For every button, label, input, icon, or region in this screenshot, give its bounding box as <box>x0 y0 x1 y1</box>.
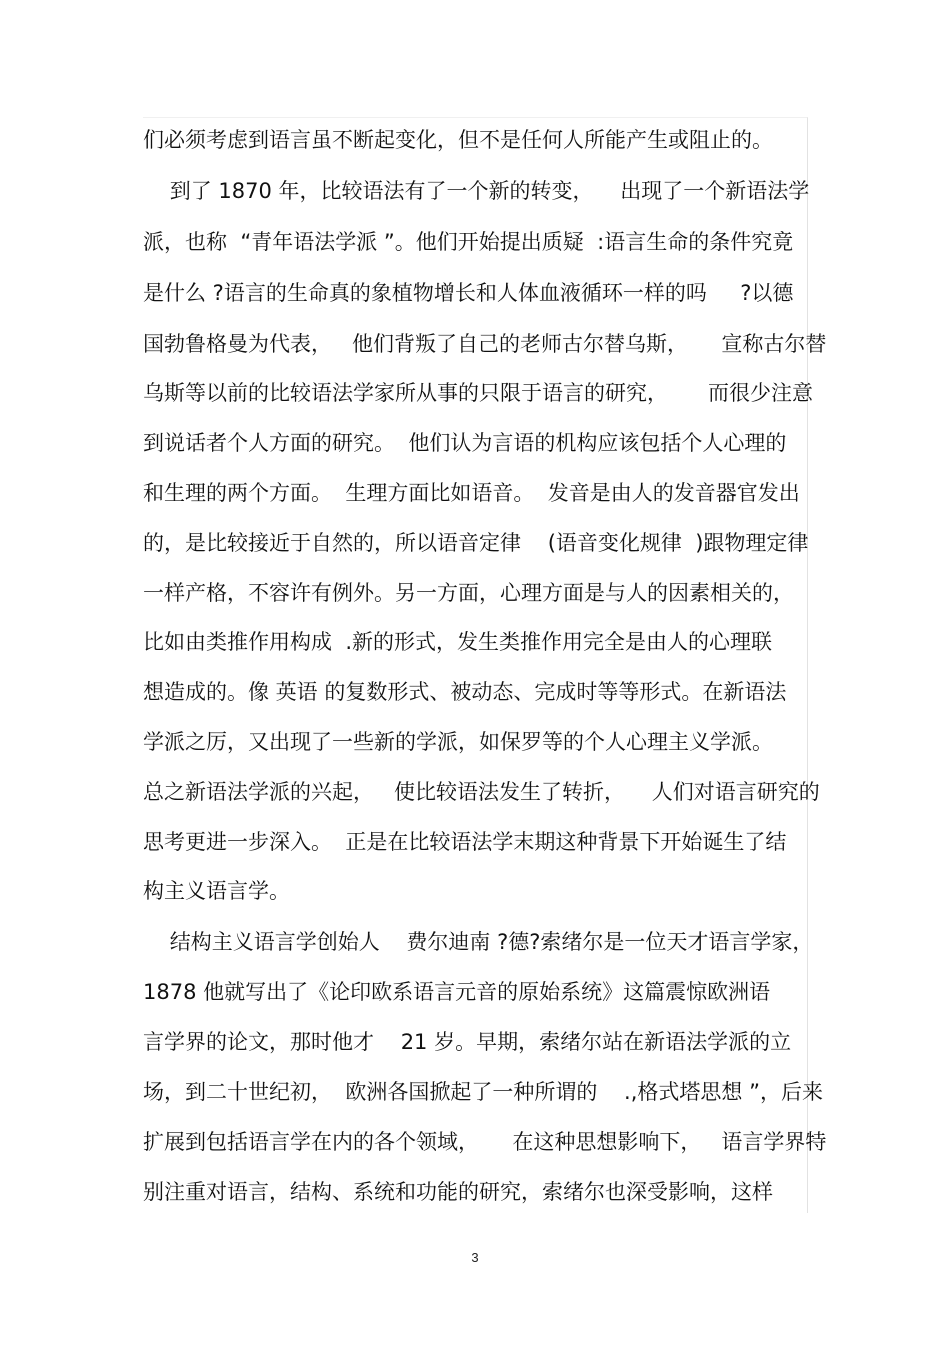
text-line: 到说话者个人方面的研究。 他们认为言语的机构应该包括个人心理的 <box>143 431 787 455</box>
text-line: 言学界的论文，那时他才 21 岁。早期，索绪尔站在新语法学派的立 <box>143 1030 792 1054</box>
text-line: 1878 他就写出了《论印欧系语言元音的原始系统》这篇震惊欧洲语 <box>143 980 771 1004</box>
text-line: 和生理的两个方面。 生理方面比如语音。 发音是由人的发音器官发出 <box>143 481 800 505</box>
text-line: 到了 1870 年，比较语法有了一个新的转变， 出现了一个新语法学 <box>143 179 810 203</box>
text-line: 构主义语言学。 <box>143 879 290 903</box>
text-line: 一样产格，不容许有例外。另一方面，心理方面是与人的因素相关的， <box>143 581 794 605</box>
text-line: 扩展到包括语言学在内的各个领域， 在这种思想影响下， 语言学界特 <box>143 1130 827 1154</box>
text-line: 想造成的。像 英语 的复数形式、被动态、完成时等等形式。在新语法 <box>143 680 787 704</box>
text-line: 结构主义语言学创始人 费尔迪南 ?德?索绪尔是一位天才语言学家， <box>143 930 814 954</box>
text-line: 总之新语法学派的兴起， 使比较语法发生了转折， 人们对语言研究的 <box>143 780 820 804</box>
text-line: 思考更进一步深入。 正是在比较语法学末期这种背景下开始诞生了结 <box>143 830 787 854</box>
text-line: 乌斯等以前的比较语法学家所从事的只限于语言的研究， 而很少注意 <box>143 381 814 405</box>
text-line: 是什么 ?语言的生命真的象植物增长和人体血液循环一样的吗 ?以德 <box>143 281 794 305</box>
text-line: 别注重对语言，结构、系统和功能的研究，索绪尔也深受影响，这样 <box>143 1180 773 1204</box>
text-line: 比如由类推作用构成 .新的形式，发生类推作用完全是由人的心理联 <box>143 630 773 654</box>
page-number: 3 <box>471 1250 479 1265</box>
text-line: 们必须考虑到语言虽不断起变化，但不是任何人所能产生或阻止的。 <box>143 128 773 152</box>
text-line: 场，到二十世纪初， 欧洲各国掀起了一种所谓的 .,格式塔思想 ”，后来 <box>143 1080 823 1104</box>
text-line: 派，也称 “青年语法学派 ”。他们开始提出质疑 :语言生命的条件究竟 <box>143 230 794 254</box>
text-line: 国勃鲁格曼为代表， 他们背叛了自己的老师古尔替乌斯， 宣称古尔替 <box>143 332 827 356</box>
text-line: 的，是比较接近于自然的，所以语音定律 (语音变化规律 )跟物理定律 <box>143 531 809 555</box>
text-line: 学派之厉，又出现了一些新的学派，如保罗等的个人心理主义学派。 <box>143 730 773 754</box>
